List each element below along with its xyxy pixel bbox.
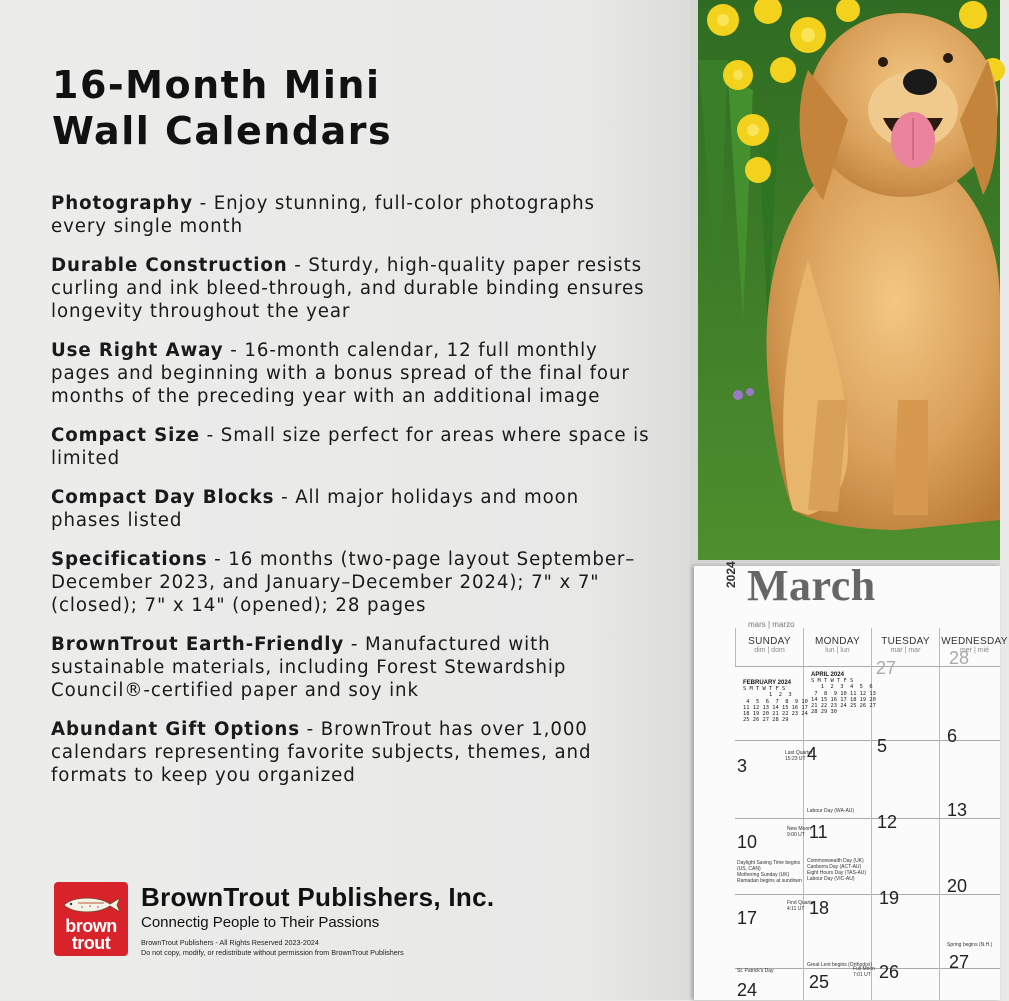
calendar-month-translation: mars | marzo xyxy=(748,620,795,629)
mini-calendar-days: S M T W T F S 1 2 3 4 5 6 7 8 9 10 11 12 13 14 15 16 17 18 19 20 21 22 23 24 25 26 27 28 29 30 xyxy=(811,678,876,716)
calendar-product-image xyxy=(690,0,1008,1000)
day-header-monday xyxy=(803,628,871,666)
day-number: 6 xyxy=(947,726,958,746)
day-number: 26 xyxy=(879,962,900,982)
feature-text: - 16-month calendar, 12 full monthly pages and beginning with a bonus spread of the final four months of the preceding year with an additional image xyxy=(51,340,630,407)
day-name-translation: mer | mié xyxy=(959,647,990,654)
feature-specifications xyxy=(51,548,651,617)
logo-text-brown: brown xyxy=(65,916,117,936)
mini-calendar-title: APRIL 2024 xyxy=(811,672,844,678)
feature-text: - Manufactured with sustainable materials, including Forest Stewardship Council®-certified paper and soy ink xyxy=(51,634,567,701)
holiday-note: Daylight Saving Time begins (US, CAN) Mothering Sunday (UK) Ramadan begins at sundown xyxy=(737,860,802,884)
holiday-note: Great Lent begins (Orthodox) xyxy=(807,962,873,968)
dog-photo xyxy=(698,0,1000,560)
calendar-year: 2024 xyxy=(724,561,738,588)
day-number: 13 xyxy=(947,800,968,820)
day-number: 28 xyxy=(949,648,970,668)
feature-heading: Use Right Away xyxy=(51,340,224,361)
holiday-note: Spring begins (N.H.) xyxy=(947,942,993,948)
day-number: 11 xyxy=(809,822,828,842)
title-line-1: 16-Month Mini xyxy=(52,63,381,107)
publisher-name: BrownTrout Publishers, Inc. xyxy=(141,882,495,912)
day-name-translation: dim | dom xyxy=(754,647,785,654)
golden-retriever-image xyxy=(698,0,1000,560)
feature-durable-construction xyxy=(51,254,651,323)
day-header-sunday xyxy=(735,628,803,666)
feature-gift-options xyxy=(51,718,651,787)
day-number: 17 xyxy=(737,908,758,928)
feature-heading: Specifications xyxy=(51,549,208,570)
day-name: SUNDAY xyxy=(748,636,791,647)
day-name: WEDNESDAY xyxy=(941,636,1008,647)
day-number: 18 xyxy=(809,898,830,918)
grid-line xyxy=(735,740,1000,741)
day-number: 10 xyxy=(737,832,758,852)
legal-line-2: Do not copy, modify, or redistribute without permission from BrownTrout Publishers xyxy=(141,948,404,957)
logo-text-trout: trout xyxy=(71,933,111,953)
feature-text: - BrownTrout has over 1,000 calendars representing favorite subjects, themes, and formats to keep you organized xyxy=(51,719,592,786)
moon-phase-note: Last Quarter 15:23 UT xyxy=(785,750,813,762)
day-number: 4 xyxy=(807,744,818,764)
mini-calendar-days: S M T W T F S 1 2 3 4 5 6 7 8 9 10 11 12 13 14 15 16 17 18 19 20 21 22 23 24 25 26 27 28 29 xyxy=(743,686,808,724)
feature-use-right-away xyxy=(51,339,651,408)
feature-heading: Abundant Gift Options xyxy=(51,719,300,740)
day-name: TUESDAY xyxy=(881,636,930,647)
feature-heading: Photography xyxy=(51,193,193,214)
browntrout-logo xyxy=(54,882,128,956)
day-number: 27 xyxy=(949,952,970,972)
mini-calendar-april xyxy=(811,672,876,716)
mini-calendar-february xyxy=(743,680,808,724)
feature-heading: BrownTrout Earth-Friendly xyxy=(51,634,345,655)
day-number: 19 xyxy=(879,888,900,908)
moon-phase-note: First Quarter 4:11 UT xyxy=(787,900,816,912)
holiday-note: Commonwealth Day (UK) Canberra Day (ACT-AU) Eight Hours Day (TAS-AU) Labour Day (VIC-AU) xyxy=(807,858,867,882)
feature-text: - 16 months (two-page layout September–December 2023, and January–December 2024); 7" x 7" (closed); 7" x 14" (opened); 28 pages xyxy=(51,549,636,616)
day-name-translation: lun | lun xyxy=(825,647,850,654)
trout-icon xyxy=(60,894,122,916)
grid-line xyxy=(939,666,940,1000)
moon-phase-note: New Moon 9:00 UT xyxy=(787,826,811,838)
day-number: 5 xyxy=(877,736,888,756)
calendar-month: March xyxy=(747,561,876,610)
feature-heading: Durable Construction xyxy=(51,255,288,276)
feature-text: - Sturdy, high-quality paper resists curling and ink bleed-through, and durable binding ensures longevity throughout the year xyxy=(51,255,645,322)
publisher-tagline: Connectig People to Their Passions xyxy=(141,914,380,931)
feature-compact-day-blocks xyxy=(51,486,651,532)
feature-earth-friendly xyxy=(51,633,651,702)
day-name: MONDAY xyxy=(815,636,860,647)
feature-list xyxy=(51,192,651,803)
holiday-note: Labour Day (WA-AU) xyxy=(807,808,855,814)
page-title xyxy=(52,62,672,154)
feature-text: - All major holidays and moon phases listed xyxy=(51,487,580,531)
feature-photography xyxy=(51,192,651,238)
day-number: 3 xyxy=(737,756,748,776)
feature-text: - Enjoy stunning, full-color photographs every single month xyxy=(51,193,595,237)
feature-heading: Compact Day Blocks xyxy=(51,487,275,508)
holiday-note: St. Patrick's Day xyxy=(737,968,774,974)
day-name-translation: mar | mar xyxy=(890,647,921,654)
day-number: 12 xyxy=(877,812,898,832)
grid-line xyxy=(871,666,872,1000)
moon-phase-note: Full Moon 7:01 UT xyxy=(853,966,875,978)
day-number: 27 xyxy=(876,658,897,678)
feature-heading: Compact Size xyxy=(51,425,200,446)
day-number: 24 xyxy=(737,980,758,1000)
feature-text: - Small size perfect for areas where space is limited xyxy=(51,425,650,469)
feature-compact-size xyxy=(51,424,651,470)
calendar-grid xyxy=(735,628,1008,1000)
day-number: 20 xyxy=(947,876,968,896)
mini-calendar-title: FEBRUARY 2024 xyxy=(743,680,792,686)
day-number: 25 xyxy=(809,972,830,992)
title-line-2: Wall Calendars xyxy=(52,109,393,153)
legal-line-1: BrownTrout Publishers - All Rights Reserved 2023-2024 xyxy=(141,938,319,947)
legal-notice xyxy=(141,938,404,958)
